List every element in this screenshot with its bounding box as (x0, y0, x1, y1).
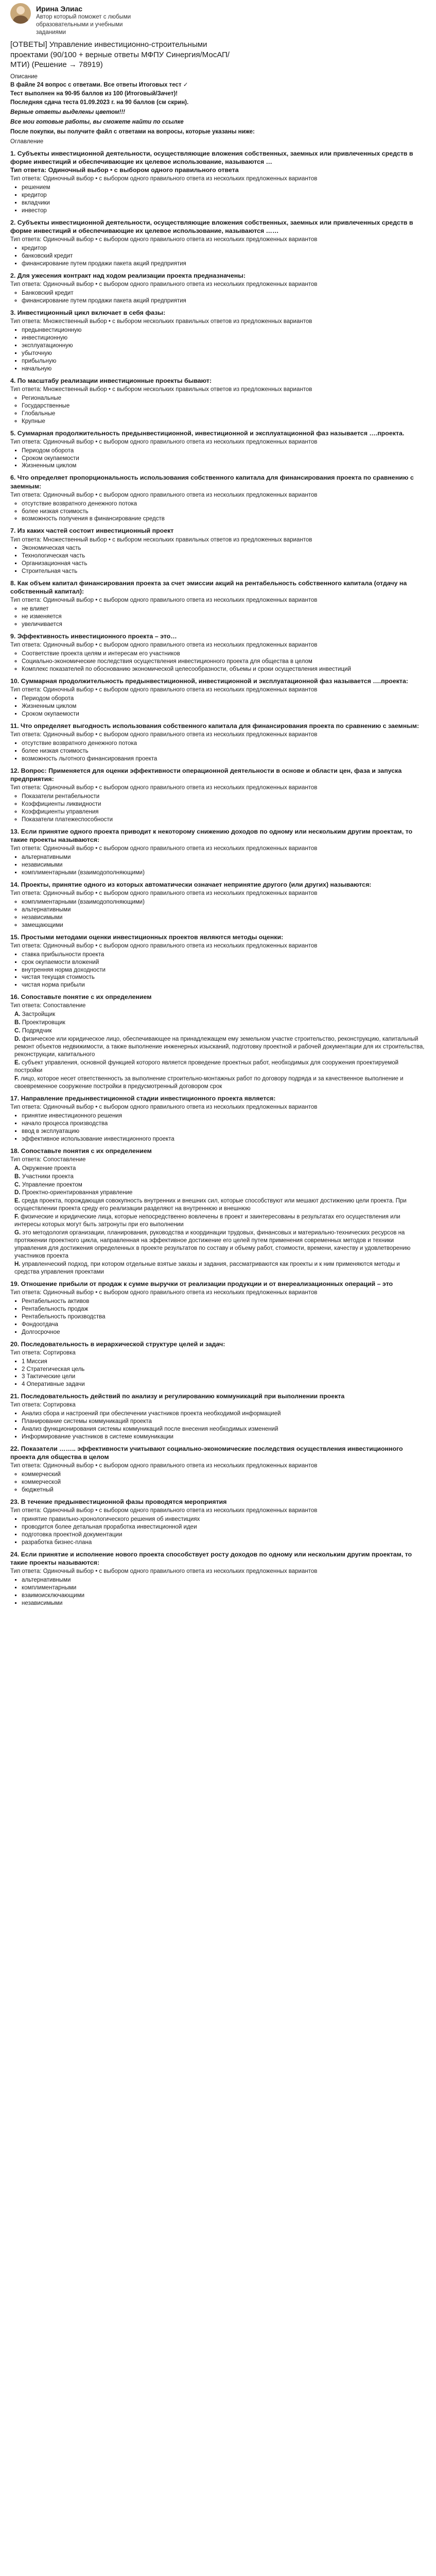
answer-type: Тип ответа: Одиночный выбор • с выбором одного правильного ответа из нескольких предложенных вариантов (10, 597, 318, 604)
answer-type: Тип ответа: Сопоставление (10, 1003, 86, 1009)
answer-option: ▪ 1 Миссия (22, 1358, 426, 1366)
answer-type: Тип ответа: Одиночный выбор • с выбором одного правильного ответа из нескольких предложенных вариантов (10, 1507, 318, 1514)
question-title: 10. Суммарная продолжительность предынвестиционной, инвестиционной и эксплуатационной фаз называется ….проекта: (10, 677, 408, 685)
answer-option: ▪ эффективное использование инвестиционного проекта (22, 1136, 426, 1143)
answer-type: Тип ответа: Одиночный выбор • с выбором одного правильного ответа из нескольких предложенных вариантов (10, 1463, 318, 1469)
answer-options (10, 740, 426, 763)
answer-option: ▪ эксплуатационную (22, 342, 426, 350)
answer-option: ▪ отсутствие возвратного денежного потока (22, 740, 426, 748)
match-row-text: среда проекта, порождающая совокупность внутренних и внешних сил, которые способствуют или мешают достижению цели проекта. При осуществлении проекта среду его реализации разделяют на внутреннюю и внешнюю (14, 1198, 407, 1212)
answer-option: ▪ комплиментарными (взаимодополняющими) (22, 869, 426, 877)
answer-type: Тип ответа: Одиночный выбор • с выбором одного правильного ответа из нескольких предложенных вариантов (10, 492, 318, 498)
match-row-text: Застройщик (22, 1011, 56, 1018)
question-title: 17. Направление предынвестиционной стадии инвестиционного проекта является: (10, 1094, 276, 1102)
answer-option: ▪ принятие инвестиционного решения (22, 1112, 426, 1120)
question-block (10, 309, 426, 373)
question-title: 2. Для ужесения контракт над ходом реализации проекта предназначены: (10, 272, 246, 280)
answer-option: ▪ Анализ функционирования системы коммуникаций после внесения необходимых изменений (22, 1426, 426, 1433)
match-row-text: Проектно-ориентированная управление (22, 1190, 133, 1196)
answer-type: Тип ответа: Одиночный выбор • с выбором одного правильного ответа из нескольких предложенных вариантов (10, 281, 318, 288)
answer-option: ▪ Периодом оборота (22, 695, 426, 703)
match-row-key: E. (14, 1198, 22, 1205)
answer-option: ◦ Государственные (22, 402, 426, 410)
answer-option: ▪ Фондоотдача (22, 1321, 426, 1329)
question-block (10, 149, 426, 215)
answer-option: ▪ предынвестиционную (22, 327, 426, 334)
answer-option: ▪ возможность льготного финансирования проекта (22, 755, 426, 763)
description-line-5[interactable]: Все мои готовые работы, вы сможете найти по ссылке (10, 119, 184, 126)
answer-options (10, 447, 426, 470)
answer-option: ▪ Строительная часть (22, 568, 426, 575)
author-description: Автор который поможет с любыми образовательными и учебными заданиями (36, 14, 131, 36)
question-title: 16. Сопоставьте понятие с их определением (10, 993, 152, 1001)
question-suffix: Тип ответа: Одиночный выбор • с выбором одного правильного ответа (10, 166, 239, 174)
answer-type: Тип ответа: Множественный выбор • с выбором нескольких правильных ответов из предложенных вариантов (10, 386, 312, 393)
answer-options (10, 854, 426, 877)
question-block (10, 827, 426, 877)
answer-option: ▪ инвестор (22, 207, 426, 215)
match-row-text: физическое или юридическое лицо, обеспечивающее на принадлежащем ему земельном участке строительство, реконструкцию, капитальный ремонт объектов недвижимости, а также выполнение инженерных изысканий, подготовку проектной и рабочей документации для их строительства, реконструкции, капитального (14, 1036, 425, 1058)
answer-options (10, 290, 426, 305)
answer-option: ◦ Показатели рентабельности (22, 793, 426, 801)
match-rows (14, 1165, 426, 1276)
answer-option: ▪ чистая текущая стоимость (22, 974, 426, 981)
match-row-text: управленческий подход, при котором отдельные взятые заказы и задания, рассматриваются как проекты и к ним применяются методы и средства управления проектами (14, 1261, 400, 1275)
answer-option: ▪ кредитор (22, 192, 426, 199)
answer-option: ▪ независимыми (22, 861, 426, 869)
answer-option: ◦ коммерческой (22, 1479, 426, 1486)
match-row-text: Проектировщик (22, 1020, 65, 1026)
answer-options (10, 1516, 426, 1547)
question-title: 3. Инвестиционный цикл включает в себя фазы: (10, 309, 166, 316)
match-row (14, 1213, 426, 1229)
answer-type: Тип ответа: Одиночный выбор • с выбором одного правильного ответа из нескольких предложенных вариантов (10, 785, 318, 791)
answer-option: ▪ проводится более детальная проработка инвестиционной идеи (22, 1523, 426, 1531)
answer-type: Тип ответа: Множественный выбор • с выбором нескольких правильных ответов из предложенных вариантов (10, 536, 312, 543)
question-title: 23. В течение предынвестиционной фазы проводятся мероприятия (10, 1498, 227, 1506)
question-block (10, 1340, 426, 1389)
answer-option: ◦ Глобальные (22, 410, 426, 418)
question-block (10, 1550, 426, 1607)
answer-option: ▪ 2 Стратегическая цель (22, 1366, 426, 1374)
match-row-key: H. (14, 1261, 22, 1267)
answer-type: Тип ответа: Одиночный выбор • с выбором одного правильного ответа из нескольких предложенных вариантов (10, 687, 318, 693)
answer-option: ▪ кредитор (22, 245, 426, 252)
answer-option: ▪ Жизненным циклом (22, 703, 426, 710)
question-block (10, 272, 426, 305)
author-info (36, 3, 139, 37)
question-block (10, 1445, 426, 1494)
answer-option: ▪ банковский кредит (22, 252, 426, 260)
match-row-text: лицо, которое несет ответственность за выполнение строительно-монтажных работ по договору подряда и за качественное выполнение и своевременное сооружение постройки в предусмотренный договором срок (14, 1075, 404, 1090)
answer-option: ▪ независимыми (22, 1600, 426, 1607)
match-row (14, 1261, 426, 1276)
question-title: 12. Вопрос: Применяется для оценки эффективности операционной деятельности в основе и области цен, фаза и запуска предприятия: (10, 767, 402, 783)
question-block (10, 722, 426, 763)
answer-options (10, 245, 426, 268)
description-line-6: После покупки, вы получите файл с ответами на вопросы, которые указаны ниже: (10, 129, 255, 135)
answer-options (10, 184, 426, 215)
match-row (14, 1165, 426, 1173)
match-row (14, 1229, 426, 1260)
answer-option: ◦ не изменяется (22, 613, 426, 621)
question-block (10, 632, 426, 673)
answer-option: ▪ ввод в эксплуатацию (22, 1128, 426, 1136)
answer-type: Тип ответа: Одиночный выбор • с выбором одного правильного ответа из нескольких предложенных вариантов (10, 890, 318, 896)
question-block (10, 429, 426, 470)
match-row (14, 1027, 426, 1035)
answer-option: ▪ принятие правильно-хронологического решения об инвестициях (22, 1516, 426, 1523)
match-row-key: A. (14, 1011, 22, 1018)
match-row-text: это методология организации, планирования, руководства и координации трудовых, финансовых и материально-технических ресурсов на протяжении проектного цикла, направленная на эффективное достижение его целей путем применения современных методов и техники управления для достижения определенных в проекте результатов по составу и объему работ, стоимости, времени, качеству и удовлетворению участников проекта (14, 1230, 411, 1259)
answer-option: ◦ комплиментарными (взаимодополняющими) (22, 899, 426, 906)
question-block (10, 880, 426, 929)
match-row (14, 1011, 426, 1019)
match-row (14, 1019, 426, 1027)
author-block (10, 3, 426, 37)
answer-options (10, 1577, 426, 1607)
answer-option: ▪ ставка прибыльности проекта (22, 951, 426, 959)
question-block (10, 1280, 426, 1336)
answer-options (10, 327, 426, 373)
answer-option: ▪ Жизненным циклом (22, 462, 426, 470)
match-row-key: D. (14, 1190, 22, 1196)
answer-options (10, 1410, 426, 1441)
question-title: 8. Как объем капитал финансирования проекта за счет эмиссии акций на рентабельность собственного капитала (отдачу на собственный капитал): (10, 580, 407, 596)
match-row-key: C. (14, 1028, 22, 1035)
question-block (10, 1094, 426, 1143)
answer-options (10, 899, 426, 929)
answer-options (10, 1471, 426, 1494)
answer-option: ▪ внутренняя норма доходности (22, 967, 426, 974)
answer-options (10, 650, 426, 673)
match-row-text: Подрядчик (22, 1028, 52, 1035)
question-block (10, 473, 426, 523)
answer-option: ▪ 4 Оперативные задачи (22, 1381, 426, 1388)
question-title: 22. Показатели …….. эффективности учитывают социально-экономические последствия осуществления инвестиционного проекта для общества в целом (10, 1445, 403, 1461)
question-title: 11. Что определяет выгодность использования собственного капитала для финансирования проекта по сравнению с заемным: (10, 722, 420, 730)
match-row (14, 1181, 426, 1189)
answer-option: ▪ альтернативными (22, 854, 426, 861)
answer-option: ▪ Рентабельность продаж (22, 1306, 426, 1313)
document-title: [ОТВЕТЫ] Управление инвестиционно-строительными проектами (90/100 + верные ответы МФПУ Синергия/МосАП/МТИ) (Решение → 78919) (10, 40, 230, 69)
answer-option: ▪ Информирование участников в системе коммуникации (22, 1433, 426, 1441)
match-row (14, 1059, 426, 1075)
answer-option: ▪ Анализ сбора и настроений при обеспечении участников проекта необходимой информацией (22, 1410, 426, 1418)
answer-type: Тип ответа: Сопоставление (10, 1156, 86, 1163)
match-row-key: G. (14, 1230, 23, 1236)
match-row-key: F. (14, 1075, 21, 1082)
answer-option: ▪ Сроком окупаемости (22, 455, 426, 463)
question-title: 1. Субъекты инвестиционной деятельности, осуществляющие вложения собственных, заемных или привлеченных средств в форме инвестиций и обеспечивающие их целевое использование, называются … (10, 150, 413, 166)
answer-option: ▪ взаимоисключающими (22, 1592, 426, 1600)
answer-option: ◦ отсутствие возвратного денежного потока (22, 500, 426, 508)
answer-option: ▪ начало процесса производства (22, 1120, 426, 1128)
question-block (10, 579, 426, 629)
answer-option: ▪ разработка бизнес-плана (22, 1539, 426, 1547)
question-title: 24. Если принятие и исполнение нового проекта способствует росту доходов по одному или нескольким другим проектам, то такие проекты называются: (10, 1550, 412, 1567)
match-row-key: B. (14, 1173, 22, 1180)
answer-options (10, 605, 426, 629)
answer-option: ▪ более низкая стоимость (22, 748, 426, 755)
question-title: 18. Сопоставьте понятия с их определением (10, 1147, 152, 1155)
answer-options (10, 1358, 426, 1389)
answer-option: ▪ Планирование системы коммуникаций проекта (22, 1418, 426, 1426)
description-line-3: Последняя сдача теста 01.09.2023 г. на 90 баллов (см скрин). (10, 99, 189, 106)
answer-type: Тип ответа: Одиночный выбор • с выбором одного правильного ответа из нескольких предложенных вариантов (10, 1289, 318, 1296)
description-line-1: В файле 24 вопрос с ответами. Все ответы Итоговых тест ✓ (10, 82, 188, 89)
answer-option: ▪ Технологическая часть (22, 552, 426, 560)
answer-option: ▪ Периодом оборота (22, 447, 426, 455)
answer-type: Тип ответа: Одиночный выбор • с выбором одного правильного ответа из нескольких предложенных вариантов (10, 1104, 318, 1110)
match-row-key: C. (14, 1181, 22, 1188)
answer-option: ◦ более низкая стоимость (22, 508, 426, 516)
answer-options (10, 1298, 426, 1336)
question-title: 9. Эффективность инвестиционного проекта – это… (10, 633, 177, 640)
answer-option: ▪ Рентабельность активов (22, 1298, 426, 1306)
answer-options (10, 395, 426, 426)
question-block (10, 527, 426, 575)
answer-option: ◦ независимыми (22, 914, 426, 922)
answer-type: Тип ответа: Одиночный выбор • с выбором одного правильного ответа из нескольких предложенных вариантов (10, 732, 318, 738)
answer-option: ▪ инвестиционную (22, 334, 426, 342)
question-title: 7. Из каких частей состоит инвестиционный проект (10, 527, 174, 535)
description-line-2: Тест выполнен на 90-95 баллов из 100 (Итоговый/Зачет)! (10, 91, 178, 97)
author-name[interactable]: Ирина Элиас (36, 5, 83, 13)
answer-option: ◦ увеличивается (22, 621, 426, 629)
match-row-text: Управление проектом (22, 1181, 82, 1188)
answer-option: ◦ возможность получения в финансирование средств (22, 515, 426, 523)
answer-type: Тип ответа: Одиночный выбор • с выбором одного правильного ответа из нескольких предложенных вариантов (10, 236, 318, 243)
answer-option: ▪ 3 Тактические цели (22, 1373, 426, 1381)
answer-type: Тип ответа: Одиночный выбор • с выбором одного правильного ответа из нескольких предложенных вариантов (10, 845, 318, 852)
question-title: 6. Что определяет пропорциональность использования собственного капитала для финансирования проекта по сравнению с заемным: (10, 474, 414, 490)
answer-option: ▪ Экономическая часть (22, 545, 426, 552)
answer-type: Тип ответа: Одиночный выбор • с выбором одного правильного ответа из нескольких предложенных вариантов (10, 942, 318, 949)
answer-option: ◦ финансирование путем продажи пакета акций предприятия (22, 297, 426, 305)
answer-type: Тип ответа: Множественный выбор • с выбором нескольких правильных ответов из предложенных вариантов (10, 318, 312, 325)
match-row-text: Участники проекта (22, 1173, 74, 1180)
answer-type: Тип ответа: Одиночный выбор • с выбором одного правильного ответа из нескольких предложенных вариантов (10, 438, 318, 445)
answer-options (10, 951, 426, 990)
answer-option: ▪ Долгосрочное (22, 1329, 426, 1336)
answer-option: ▪ финансирование путем продажи пакета акций предприятия (22, 260, 426, 268)
answer-options (10, 695, 426, 718)
question-title: 4. По масштабу реализации инвестиционные проекты бывают: (10, 377, 212, 384)
answer-option: ▪ решением (22, 184, 426, 192)
answer-options (10, 545, 426, 575)
question-title: 5. Суммарная продолжительность предынвестиционной, инвестиционной и эксплуатационной фаз называется ….проекта. (10, 429, 405, 437)
answer-option: ◦ бюджетный (22, 1486, 426, 1494)
question-block (10, 767, 426, 824)
answer-option: ◦ замещающими (22, 922, 426, 929)
answer-type: Тип ответа: Сортировка (10, 1402, 76, 1409)
answer-option: ▪ подготовка проектной документации (22, 1531, 426, 1539)
answer-type: Тип ответа: Сортировка (10, 1349, 76, 1356)
answer-option: ◦ Комплекс показателей по обоснованию экономической целесообразности, объемы и сроки осуществления инвестиций (22, 666, 426, 673)
answer-option: ▪ убыточную (22, 350, 426, 358)
answer-options (10, 1112, 426, 1143)
match-row-text: Окружение проекта (22, 1165, 76, 1172)
question-title: 14. Проекты, принятие одного из которых автоматически означает непринятие другого (или других) называются: (10, 880, 372, 888)
question-title: 19. Отношение прибыли от продаж к сумме выручки от реализации продукции и от внереализационных операций – это (10, 1280, 393, 1287)
answer-option: ◦ Коэффициенты ликвидности (22, 801, 426, 808)
description-label: Описание (10, 73, 38, 80)
question-title: 13. Если принятие одного проекта приводит к некоторому снижению доходов по одному или нескольким другим проектам, то такие проекты называются: (10, 827, 413, 843)
answer-option: ▪ вкладчики (22, 199, 426, 207)
answer-option: ▪ начальную (22, 365, 426, 373)
answer-option: ▪ чистая норма прибыли (22, 981, 426, 989)
author-avatar[interactable] (10, 3, 31, 24)
question-title: 2. Субъекты инвестиционной деятельности, осуществляющие вложения собственных, заемных или привлеченных средств в форме инвестиций и обеспечивающие их целевое использование, называются …… (10, 219, 413, 235)
answer-option: ◦ не влияет (22, 605, 426, 613)
answer-options (10, 793, 426, 824)
match-row-text: субъект управления, основной функцией которого является проведение проектных работ, необходимых для сооружения проектируемой постройки (14, 1060, 399, 1074)
match-row (14, 1173, 426, 1181)
answer-option: ▪ Сроком окупаемости (22, 710, 426, 718)
answer-option: ▪ прибыльную (22, 358, 426, 365)
answer-options (10, 500, 426, 523)
question-block (10, 677, 426, 718)
question-block (10, 218, 426, 268)
match-row-key: A. (14, 1165, 22, 1172)
answer-option: ▪ Организационная часть (22, 560, 426, 568)
match-row (14, 1197, 426, 1213)
answer-option: ◦ Крупные (22, 418, 426, 426)
match-row-text: физические и юридические лица, которые непосредственно вовлечены в проект и заинтересованы в результатах его осуществления или интересы которых могут быть затронуты при его выполнении (14, 1214, 400, 1228)
answer-option: ◦ Региональные (22, 395, 426, 402)
answer-type: Тип ответа: Одиночный выбор • с выбором одного правильного ответа из нескольких предложенных вариантов (10, 176, 318, 182)
match-rows (14, 1011, 426, 1090)
question-block (10, 1498, 426, 1547)
answer-type: Тип ответа: Одиночный выбор • с выбором одного правильного ответа из нескольких предложенных вариантов (10, 1568, 318, 1575)
question-block (10, 1392, 426, 1441)
answer-option: ▪ Рентабельность производства (22, 1313, 426, 1321)
answer-option: ◦ Социально-экономические последствия осуществления инвестиционного проекта для общества в целом (22, 658, 426, 666)
question-title: 20. Последовательность в иерархической структуре целей и задач: (10, 1340, 225, 1348)
question-block (10, 933, 426, 990)
answer-option: ▪ альтернативными (22, 1577, 426, 1584)
answer-option: ◦ Коэффициенты управления (22, 808, 426, 816)
answer-option: ◦ коммерческий (22, 1471, 426, 1479)
answer-option: ◦ Банковский кредит (22, 290, 426, 297)
answer-option: ▪ срок окупаемости вложений (22, 959, 426, 967)
question-block (10, 377, 426, 426)
answer-option: ▪ комплиментарными (22, 1584, 426, 1592)
answer-option: ◦ Показатели платежеспособности (22, 816, 426, 824)
match-row (14, 1036, 426, 1059)
match-row-key: B. (14, 1020, 22, 1026)
question-title: 21. Последовательность действий по анализу и регулированию коммуникаций при выполнении проекта (10, 1393, 345, 1400)
question-block (10, 993, 426, 1090)
question-title: 15. Простыми методами оценки инвестиционных проектов являются методы оценки: (10, 933, 284, 941)
description-line-4: Верные ответы выделены цветом!!! (10, 109, 125, 116)
answer-option: ◦ альтернативными (22, 906, 426, 914)
match-row (14, 1075, 426, 1091)
question-block (10, 1147, 426, 1276)
match-row-key: E. (14, 1060, 22, 1066)
answer-type: Тип ответа: Одиночный выбор • с выбором одного правильного ответа из нескольких предложенных вариантов (10, 642, 318, 649)
answer-option: ◦ Соответствие проекта целям и интересам его участников (22, 650, 426, 658)
match-row (14, 1189, 426, 1197)
match-row-key: D. (14, 1036, 22, 1043)
questions-list (10, 149, 426, 1607)
toc-title: Оглавление (10, 139, 44, 145)
match-row-key: F. (14, 1214, 21, 1221)
